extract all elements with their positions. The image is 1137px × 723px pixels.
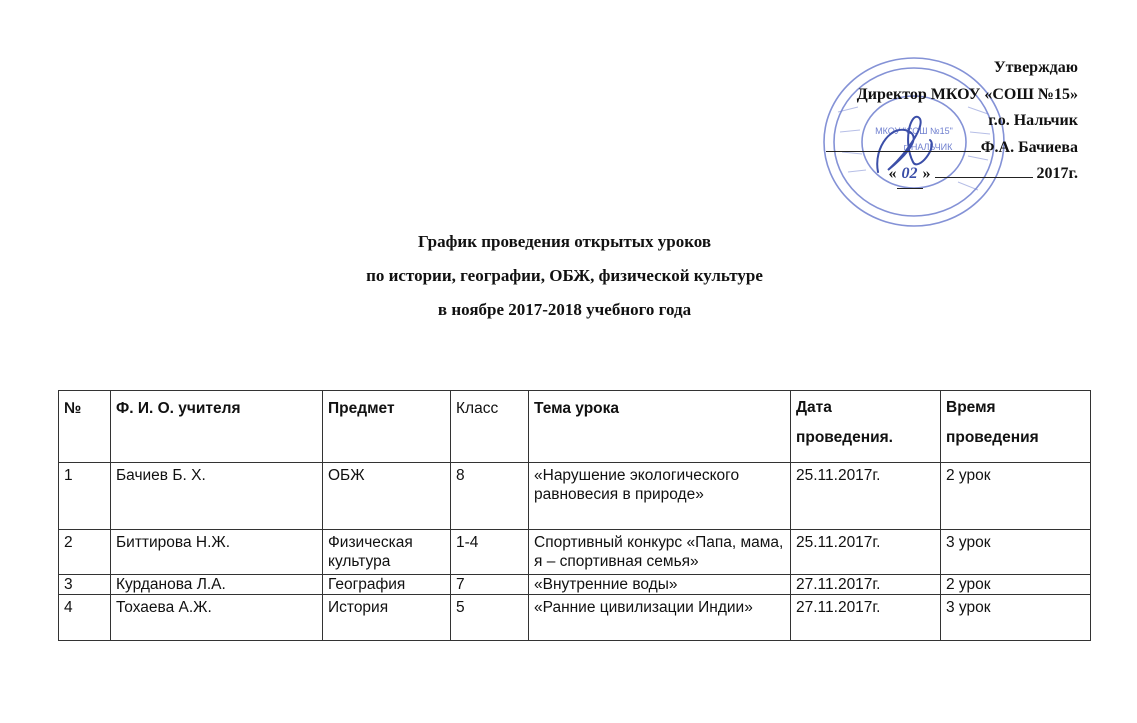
seal-text-school: МКОУ "СОШ №15" <box>875 126 953 136</box>
cell-date: 27.11.2017г. <box>791 575 941 595</box>
approval-date-line <box>738 161 1078 189</box>
approval-position: Директор МКОУ «СОШ №15» <box>856 85 1078 103</box>
cell-topic: Спортивный конкурс «Папа, мама, я – спортивная семья» <box>529 530 791 575</box>
signature-blank <box>826 151 981 152</box>
cell-teacher: Курданова Л.А. <box>111 575 323 595</box>
header-grade: Класс <box>451 391 529 463</box>
month-blank <box>935 177 1033 178</box>
header-teacher: Ф. И. О. учителя <box>111 391 323 463</box>
approval-signature-line <box>738 135 1078 162</box>
table-header-row <box>59 391 1091 463</box>
cell-subject: География <box>323 575 451 595</box>
table-row <box>59 530 1091 575</box>
title-line-1: График проведения открытых уроков <box>417 232 712 251</box>
cell-teacher: Бачиев Б. Х. <box>111 463 323 530</box>
cell-grade: 5 <box>451 595 529 641</box>
table-row <box>59 463 1091 530</box>
table-row <box>59 595 1091 641</box>
document-title <box>0 225 1137 327</box>
date-open-quote: « <box>888 165 897 182</box>
cell-grade: 7 <box>451 575 529 595</box>
cell-subject: Физическая культура <box>323 530 451 575</box>
header-time-line1: Время <box>946 399 996 416</box>
cell-date: 27.11.2017г. <box>791 595 941 641</box>
title-line-2: по истории, географии, ОБЖ, физической культуре <box>366 266 763 285</box>
cell-num: 3 <box>59 575 111 595</box>
cell-time: 3 урок <box>941 595 1091 641</box>
cell-subject: История <box>323 595 451 641</box>
cell-topic: «Ранние цивилизации Индии» <box>529 595 791 641</box>
cell-teacher: Биттирова Н.Ж. <box>111 530 323 575</box>
table-row <box>59 575 1091 595</box>
cell-time: 2 урок <box>941 463 1091 530</box>
approval-director-name: Ф.А. Бачиева <box>980 138 1078 156</box>
header-time-line2: проведения <box>946 429 1039 446</box>
seal-text-city: г. НАЛЬЧИК <box>903 142 953 152</box>
open-lessons-table <box>58 390 1091 641</box>
cell-time: 3 урок <box>941 530 1091 575</box>
approval-block <box>738 55 1078 189</box>
header-date-line1: Дата <box>796 399 832 416</box>
cell-num: 4 <box>59 595 111 641</box>
header-topic: Тема урока <box>529 391 791 463</box>
cell-num: 2 <box>59 530 111 575</box>
approval-city: г.о. Нальчик <box>988 112 1078 129</box>
cell-grade: 1-4 <box>451 530 529 575</box>
header-subject: Предмет <box>323 391 451 463</box>
cell-teacher: Тохаева А.Ж. <box>111 595 323 641</box>
cell-topic: «Внутренние воды» <box>529 575 791 595</box>
header-num: № <box>59 391 111 463</box>
header-date-line2: проведения. <box>796 429 893 446</box>
header-date <box>791 391 941 463</box>
title-line-3: в ноябре 2017-2018 учебного года <box>437 300 692 319</box>
header-time <box>941 391 1091 463</box>
cell-date: 25.11.2017г. <box>791 530 941 575</box>
approval-year: 2017г. <box>1036 165 1078 182</box>
cell-grade: 8 <box>451 463 529 530</box>
approval-day: 02 <box>897 161 923 189</box>
cell-subject: ОБЖ <box>323 463 451 530</box>
cell-topic: «Нарушение экологического равновесия в природе» <box>529 463 791 530</box>
cell-time: 2 урок <box>941 575 1091 595</box>
approval-heading: Утверждаю <box>993 59 1078 76</box>
cell-num: 1 <box>59 463 111 530</box>
cell-date: 25.11.2017г. <box>791 463 941 530</box>
date-close-quote: » <box>922 165 931 182</box>
